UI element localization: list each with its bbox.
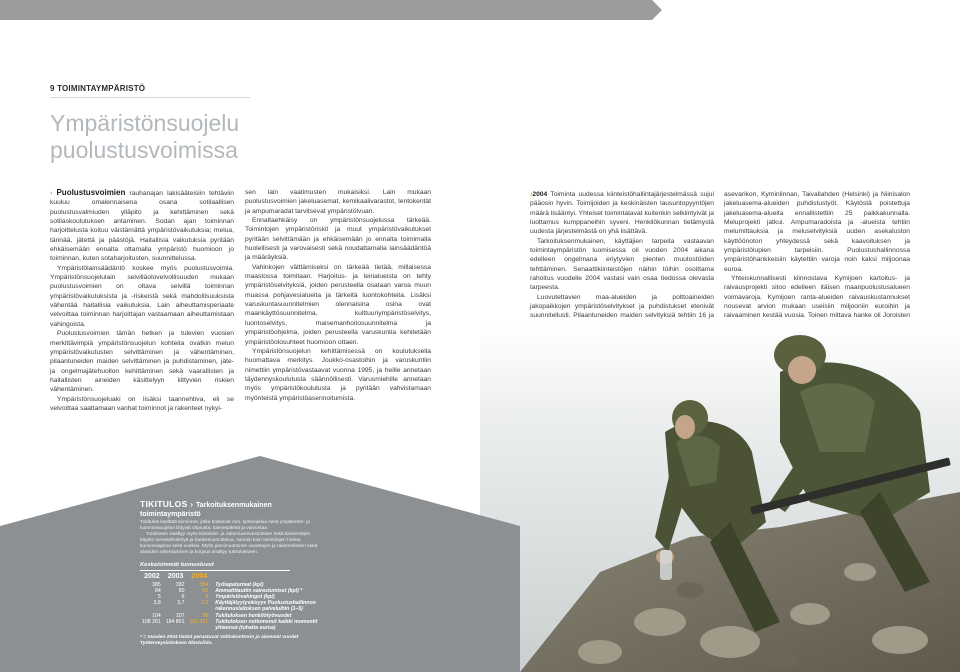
- paragraph-text: Toiminta uudessa kiinteistöhallintajärjestelmässä sujui pääosin hyvin. Toimijoiden ja keskinäisten lausuntopyyntöjen määrä lisääntyi. Yhteiset toimintatavat kuitenkin selkiintyivät ja luottamus kumppaneihin syveni. Henkilökunnan tietämystä uudesta järjestelmästä on yhä lisättävä.: [530, 191, 714, 236]
- table-cell: 5: [157, 593, 161, 600]
- factbox-marker-icon: ›: [187, 499, 197, 509]
- row-label: Ammattitautiin sairastumiset (kpl) *: [215, 587, 303, 594]
- section-label: 9 TOIMINTAYMPÄRISTÖ: [50, 84, 146, 93]
- paragraph: Ennaltaehkäisy on ympäristönsuojelussa tärkeää. Toimintojen ympäristöriskit ja muut ympäristövaikutukset pyritään selvittämään ja ehkäisemään jo ennalta toimimalla huolellisesti ja varovaisesti sekä noudattamalla lainsäädäntöä ja määräyksiä.: [245, 217, 431, 262]
- paragraph: Puolustusvoimien tämän hetken ja tulevien vuosien merkittävimpiä ympäristönsuojelun kohteita ovatkin melun ympäristövaikutusten selvittäminen ja vähentäminen, pilaantuneiden maiden selvittäminen ja puhdistaminen, jäte- ja ongelmajätehuollon kehittäminen sekä vaarallisten ja haitallisten aineiden käsittelyyn liittyvien riskien vähentäminen.: [50, 330, 234, 394]
- paragraph: [530, 190, 714, 237]
- factbox-paragraph: Tulokseen sisältyy myös kiinteistö- ja rakennusinvestointien sekä kiinteistöjen käytön tarvesellvittelyä ja hankesuunnittelua, samoin kuin toimitilojen hoitoa, kunnossapitoa sekä vuokria. Myös pienimuotoinen varastojen ja rakennelmien sekä alueiden rakentaminen ja korjaus sisältyy tukitulokseen.: [140, 532, 318, 556]
- table-cell: 107: [175, 612, 185, 619]
- table-cell: 55: [202, 587, 209, 594]
- paragraph: Ympäristönsuojeluaki on lisäksi taannehtiva, eli se velvoittaa saattamaan vanhat toiminnot ja rakenteet nykyi-: [50, 395, 234, 412]
- paragraph: Vahinkojen välttämiseksi on tärkeää tietää, millaisessa maastossa toimitaan. Harjoitus- ja leirialueista on tehty ympäristöselvityksiä, joiden perusteella osataan varoa muun muassa pohjavesialueita ja tärkeitä luontokohteita. Lisäksi varuskuntasuunnitelmien olennaisina osina ovat maankäyttösuunnitelma, kulttuuriympäristöselvitys, luontoselvitys, maisemanhoitosuunnitelma ja ympäristöohjelma, joiden perusteella varuskuntia kehitetään ympäristöolosuhteet huomioon ottaen.: [245, 263, 431, 346]
- year-header: 2004: [191, 573, 208, 581]
- paragraph-text: rauhanajan lakisääteisiin tehtäviin kuuluu omalennaisena osana sotilaallisen puolustusvalmiuden ylläpito ja kehittäminen sekä sotilaskoulutuksen antaminen. Sodan ajan toiminnan harjoittelusta koituu väistämättä ympäristövaikutuksia; melua, tärinää, jätettä ja päästöjä. Haitallisia vaikutuksia pyritään ehkäisemään ennalta ottamalla ympäristö huomioon jo toiminnan, kuten sotaharjoitusten, suunnittelussa.: [50, 190, 235, 263]
- table-cell: 84: [154, 587, 161, 594]
- year-tag: 2004: [532, 191, 548, 198]
- table-cell: 108 261: [141, 618, 161, 625]
- table-row: [140, 619, 325, 631]
- year-header: 2002: [144, 573, 160, 581]
- row-label: Työtapaturmat (kpl): [215, 581, 264, 588]
- section-rule: [50, 97, 250, 98]
- paragraph: asevarikon, Kyminlinnan, Taivallahden (Helsinki) ja Niinisalon jakeluasema-alueiden puhdistustyöt. Käytöstä poistettuja jakeluasema-alueita ennallistettiin 25 paikkakunnalla. Meluprojekti jatkui. Ampumaradoista ja -alueista tehtiin melumittauksia ja meluselvityksiä uuden asekaluston käyttöönoton yhteydessä sekä kaavoituksen ja ympäristölupien tarpeisiin. Puolustushallinnossa ympäristöhankkeisiin käytettiin varoja noin kaksi miljoonaa euroa.: [724, 191, 910, 273]
- table-cell: 191 321: [189, 618, 209, 625]
- factbox-heading: [140, 500, 325, 519]
- paragraph: Ympäristölainsäädäntö koskee myös puolustusvoimia. Ympäristönsuojelulain selvilläolovelvollisuuden mukaan puolustusvoimien on oltava selvillä toiminnan ympäristövaikutuksista ja -riskeistä sekä mahdollisuuksista vähentää haitallisia vaikutuksia. Lain aiheuttamisperiaate velvoittaa toiminnan harjoittajan vastaamaan aiheuttamistaan vahingoista.: [50, 264, 234, 328]
- page-title-line-1: Ympäristönsuojelu: [50, 110, 240, 136]
- table-cell: 3,8: [153, 600, 161, 607]
- paragraph: sen lain vaatimusten mukaisiksi. Lain mukaan puolustusvoimien jakeluasemat, kemikaalivarastot, lentokentät ja ampumaradat tarvitsevat ympäristölvuan.: [245, 189, 431, 215]
- table-cell: 184 801: [165, 618, 185, 625]
- paragraph: Ympäristönsuojelun kehittämisessä on koulutuksella huomattava merkitys. Joukko-osastoihin ja varuskuntiin nimettiin ympäristövastaavat vuonna 1995, ja heille annetaan täydennyskoulutusta säännöllisesti. Varusmiehille annetaan myös ympäristökoulutusta ja pyritään vahvistamaan myönteistä ympäristöasennoitumista.: [245, 347, 431, 402]
- text-column-1: [50, 188, 234, 413]
- factbox-title: Tarkoituksenmukainen toimintaympäristö: [140, 502, 272, 518]
- factbox-body: [140, 520, 325, 557]
- table-row: [140, 600, 325, 612]
- paragraph: Tarkoituksenmukainen, käyttäjien tarpeita vastaavan toimintaympäristön luomisessa oli vuoden 2004 aikana edelleen ongelmana eriytyvien pienten muutostöiden tehttäminen. Senaattikiinteistöjen näihin töihin osoittama rahoitus vuodelle 2004 vastasi vain osaa tiedossa olevasta tarpeesta.: [530, 237, 714, 292]
- table-cell: 80: [178, 587, 185, 594]
- section-marker-icon: ›: [530, 191, 533, 198]
- paragraph: Luovutettavien maa-alueiden ja polttoaineiden jakopaikkojen ympäristöselvitykset ja puhdistukset etenivät suunnitellusti. Pilaantuneiden maiden selvityksiä tehtiin 16 ja: [530, 293, 714, 320]
- table-cell: 8: [205, 593, 209, 600]
- factbox: [140, 500, 325, 647]
- row-label: Tukituloksen henkilötyövuodet: [215, 612, 292, 619]
- table-cell: 6: [181, 593, 185, 600]
- factbox-footnote: * = Vuoden 2004 tiedot perustuvat Valtiokonttorin ja aiemmat vuodet Työterveyslaitoksen tilastoihin.: [140, 635, 299, 647]
- table-cell: 3,5: [200, 600, 209, 607]
- key-figures-title: Keskeisimmät tunnusluvut: [140, 561, 214, 568]
- year-header: 2003: [167, 573, 184, 581]
- key-figures-table: [140, 572, 325, 632]
- paragraph: Yhteiskunnallisesti kiinnostava Kymijoen kartoitus- ja raivausprojekti sitoo edelleen itäisen maanpuolustusalueen voimavaroja. Kymijoen ranta-alueiden raivauskustannukset nousevat arvion mukaan useisiin miljooniin euroihin ja raivaaminen kestää vuosia. Toinen mittava hanke oli Joroisten: [724, 275, 910, 320]
- paragraph: [50, 188, 234, 264]
- table-cell: 104: [152, 612, 161, 619]
- row-label: Tukituloksen nettomenot kaikki momentit yhteensä (tuhatta euroa): [215, 618, 318, 631]
- soldiers-at-shore-photo: [480, 322, 960, 672]
- table-cell: 98: [202, 612, 209, 619]
- top-banner: [0, 0, 960, 20]
- factbox-paragraph: Tukitulos kasittää toiminnot, jotka koskevat mm. työsuojelua sekä ympäristön- ja luonnonsuojelun liittyviä ohjausta, toimenpiteitä ja valvontaa.: [140, 520, 310, 532]
- table-cell: 384: [199, 581, 209, 588]
- text-column-2: [245, 188, 431, 403]
- table-cell: 382: [175, 581, 185, 588]
- lead-word: Puolustusvoimien: [56, 188, 126, 197]
- text-column-4: [724, 190, 910, 330]
- row-label: Käyttäjätyytyväisyys Puolustushallinnon rakennuslaitoksen palveluihin (1–5): [215, 600, 316, 613]
- row-label: Ympäristövahingot (kpl): [215, 593, 275, 600]
- table-cell: 3,7: [177, 600, 185, 607]
- table-cell: 385: [152, 581, 161, 588]
- key-figures-divider: [140, 570, 290, 571]
- table-header-row: [140, 572, 325, 582]
- page-title: [50, 110, 239, 164]
- section-marker-icon: ›: [50, 190, 53, 197]
- page-title-line-2: puolustusvoimissa: [50, 137, 238, 163]
- factbox-tag: TIKITULOS: [140, 499, 188, 509]
- text-column-3: [530, 190, 714, 340]
